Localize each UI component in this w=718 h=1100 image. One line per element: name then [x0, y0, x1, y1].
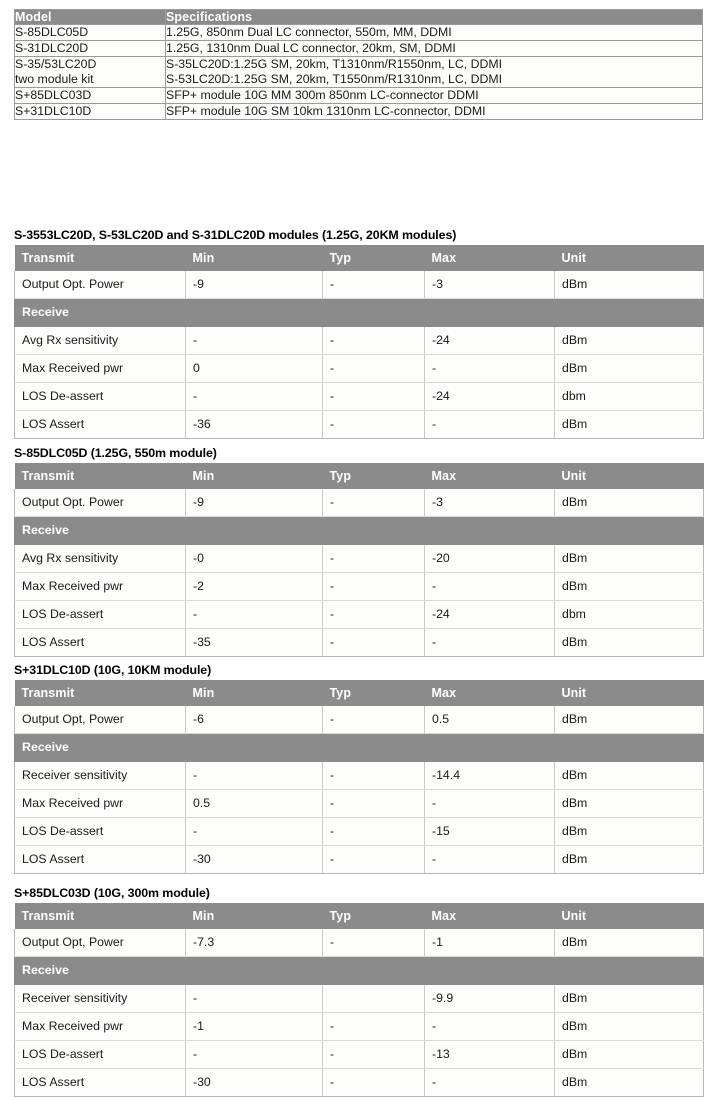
cell-param: Output Opt. Power	[15, 489, 186, 517]
model-cell-line1: S-35/53LC20D	[15, 57, 97, 71]
table-row	[15, 88, 703, 104]
spec-header-max: Max	[425, 463, 555, 489]
model-cell: S-85DLC05D	[15, 25, 166, 41]
cell-max: -	[425, 1013, 555, 1041]
cell-unit: dBm	[555, 1013, 704, 1041]
spec-header-max: Max	[425, 245, 555, 271]
spec-header-min: Min	[186, 680, 323, 706]
table-row	[15, 1013, 704, 1041]
spec-header-typ: Typ	[323, 680, 425, 706]
cell-unit: dBm	[555, 355, 704, 383]
spec-header-row	[15, 680, 704, 706]
model-cell-line2: two module kit	[15, 72, 94, 86]
cell-unit: dBm	[555, 1041, 704, 1069]
cell-min: -	[186, 818, 323, 846]
cell-max: -	[425, 355, 555, 383]
cell-unit: dBm	[555, 846, 704, 874]
spec-section-s-85dlc05d	[14, 446, 703, 657]
cell-min: -	[186, 383, 323, 411]
receive-subheader-label: Receive	[15, 517, 704, 545]
cell-min: -	[186, 1041, 323, 1069]
spec-table	[14, 245, 704, 439]
cell-min: -35	[186, 629, 323, 657]
cell-typ: -	[323, 271, 425, 299]
cell-unit: dBm	[555, 985, 704, 1013]
section-title: S-3553LC20D, S-53LC20D and S-31DLC20D modules (1.25G, 20KM modules)	[14, 228, 457, 242]
table-row	[15, 383, 704, 411]
cell-max: -1	[425, 929, 555, 957]
cell-param: LOS Assert	[15, 629, 186, 657]
receive-subheader-row	[15, 517, 704, 545]
cell-min: -0	[186, 545, 323, 573]
specification-cell: SFP+ module 10G SM 10km 1310nm LC-connector, DDMI	[166, 104, 703, 120]
cell-param: Output Opt. Power	[15, 271, 186, 299]
section-title: S+31DLC10D (10G, 10KM module)	[14, 663, 212, 677]
cell-param: LOS De-assert	[15, 1041, 186, 1069]
cell-param: Receiver sensitivity	[15, 985, 186, 1013]
spec-header-unit: Unit	[555, 903, 704, 929]
model-cell: S+31DLC10D	[15, 104, 166, 120]
table-row	[15, 573, 704, 601]
spec-header-row	[15, 903, 704, 929]
spec-header-unit: Unit	[555, 680, 704, 706]
cell-unit: dBm	[555, 1069, 704, 1097]
cell-max: -9.9	[425, 985, 555, 1013]
cell-typ: -	[323, 573, 425, 601]
cell-typ: -	[323, 545, 425, 573]
spec-table	[14, 903, 704, 1097]
receive-subheader-row	[15, 957, 704, 985]
cell-min: -2	[186, 573, 323, 601]
cell-param: Max Received pwr	[15, 355, 186, 383]
cell-max: -20	[425, 545, 555, 573]
model-table-body	[15, 25, 703, 120]
cell-min: -1	[186, 1013, 323, 1041]
spec-header-max: Max	[425, 903, 555, 929]
spec-section-s-plus-31dlc10d	[14, 663, 703, 874]
spec-table-body	[15, 706, 704, 874]
table-row	[15, 271, 704, 299]
spec-header-min: Min	[186, 245, 323, 271]
cell-max: -24	[425, 327, 555, 355]
specification-cell: 1.25G, 1310nm Dual LC connector, 20km, SM, DDMI	[166, 41, 703, 57]
model-table-header-row	[15, 10, 703, 25]
cell-max: -	[425, 1069, 555, 1097]
spec-header-typ: Typ	[323, 903, 425, 929]
cell-typ: -	[323, 383, 425, 411]
spec-header-unit: Unit	[555, 463, 704, 489]
receive-subheader-label: Receive	[15, 299, 704, 327]
specification-cell	[166, 57, 703, 88]
cell-min: -30	[186, 846, 323, 874]
cell-min: -6	[186, 706, 323, 734]
spec-header-typ: Typ	[323, 245, 425, 271]
cell-typ: -	[323, 846, 425, 874]
cell-typ: -	[323, 629, 425, 657]
cell-param: Max Received pwr	[15, 790, 186, 818]
cell-unit: dBm	[555, 271, 704, 299]
table-row	[15, 57, 703, 88]
cell-param: Avg Rx sensitivity	[15, 327, 186, 355]
spec-table-body	[15, 271, 704, 439]
cell-param: LOS Assert	[15, 411, 186, 439]
spec-header-transmit: Transmit	[15, 680, 186, 706]
table-row	[15, 985, 704, 1013]
spec-header-max: Max	[425, 680, 555, 706]
table-row	[15, 41, 703, 57]
cell-param: LOS Assert	[15, 1069, 186, 1097]
cell-min: -	[186, 762, 323, 790]
cell-param: Receiver sensitivity	[15, 762, 186, 790]
cell-unit: dbm	[555, 383, 704, 411]
receive-subheader-row	[15, 734, 704, 762]
spec-section-s-plus-85dlc03d	[14, 886, 703, 1097]
table-row	[15, 1069, 704, 1097]
section-title: S-85DLC05D (1.25G, 550m module)	[14, 446, 217, 460]
spec-header-min: Min	[186, 903, 323, 929]
table-row	[15, 489, 704, 517]
cell-unit: dBm	[555, 818, 704, 846]
cell-min: 0	[186, 355, 323, 383]
table-row	[15, 706, 704, 734]
cell-param: Max Received pwr	[15, 573, 186, 601]
cell-max: -	[425, 411, 555, 439]
cell-max: -14.4	[425, 762, 555, 790]
cell-param: LOS De-assert	[15, 601, 186, 629]
spec-table-body	[15, 929, 704, 1097]
cell-unit: dBm	[555, 411, 704, 439]
table-row	[15, 25, 703, 41]
cell-max: -3	[425, 271, 555, 299]
spec-table-body	[15, 489, 704, 657]
spec-header-transmit: Transmit	[15, 903, 186, 929]
cell-min: -36	[186, 411, 323, 439]
table-row	[15, 846, 704, 874]
model-specifications-table-container	[14, 9, 703, 120]
table-row	[15, 818, 704, 846]
cell-max: -24	[425, 601, 555, 629]
model-specifications-table	[14, 9, 703, 120]
cell-typ: -	[323, 601, 425, 629]
cell-typ: -	[323, 1013, 425, 1041]
cell-typ: -	[323, 790, 425, 818]
table-row	[15, 1041, 704, 1069]
model-table-header-specifications: Specifications	[166, 10, 703, 25]
cell-param: Output Opt, Power	[15, 929, 186, 957]
cell-min: -9	[186, 271, 323, 299]
cell-typ: -	[323, 411, 425, 439]
cell-unit: dBm	[555, 706, 704, 734]
model-table-header-model: Model	[15, 10, 166, 25]
cell-param: Output Opt, Power	[15, 706, 186, 734]
specification-cell: 1.25G, 850nm Dual LC connector, 550m, MM, DDMI	[166, 25, 703, 41]
table-row	[15, 327, 704, 355]
specification-line1: S-35LC20D:1.25G SM, 20km, T1310nm/R1550nm, LC, DDMI	[166, 57, 503, 71]
table-row	[15, 790, 704, 818]
cell-typ: -	[323, 818, 425, 846]
cell-unit: dBm	[555, 489, 704, 517]
cell-typ: -	[323, 355, 425, 383]
table-row	[15, 629, 704, 657]
table-row	[15, 601, 704, 629]
model-cell: S-31DLC20D	[15, 41, 166, 57]
cell-max: -	[425, 790, 555, 818]
cell-typ: -	[323, 1041, 425, 1069]
cell-max: 0.5	[425, 706, 555, 734]
cell-min: -9	[186, 489, 323, 517]
cell-min: -7.3	[186, 929, 323, 957]
table-row	[15, 411, 704, 439]
specification-cell: SFP+ module 10G MM 300m 850nm LC-connector DDMI	[166, 88, 703, 104]
cell-max: -13	[425, 1041, 555, 1069]
table-row	[15, 929, 704, 957]
cell-max: -3	[425, 489, 555, 517]
cell-param: LOS Assert	[15, 846, 186, 874]
spec-header-unit: Unit	[555, 245, 704, 271]
cell-unit: dBm	[555, 573, 704, 601]
cell-min: 0.5	[186, 790, 323, 818]
table-row	[15, 762, 704, 790]
cell-typ: -	[323, 762, 425, 790]
cell-param: LOS De-assert	[15, 818, 186, 846]
spec-header-row	[15, 463, 704, 489]
cell-min: -	[186, 985, 323, 1013]
spec-header-row	[15, 245, 704, 271]
receive-subheader-label: Receive	[15, 734, 704, 762]
cell-typ: -	[323, 1069, 425, 1097]
cell-param: Max Received pwr	[15, 1013, 186, 1041]
cell-param: Avg Rx sensitivity	[15, 545, 186, 573]
cell-unit: dBm	[555, 327, 704, 355]
receive-subheader-label: Receive	[15, 957, 704, 985]
spec-section-s-3553lc20d	[14, 228, 703, 439]
cell-unit: dBm	[555, 629, 704, 657]
cell-min: -	[186, 601, 323, 629]
cell-param: LOS De-assert	[15, 383, 186, 411]
cell-max: -	[425, 846, 555, 874]
table-row	[15, 545, 704, 573]
spec-header-min: Min	[186, 463, 323, 489]
cell-unit: dBm	[555, 545, 704, 573]
spec-header-typ: Typ	[323, 463, 425, 489]
table-row	[15, 104, 703, 120]
cell-max: -24	[425, 383, 555, 411]
table-row	[15, 355, 704, 383]
cell-typ: -	[323, 929, 425, 957]
model-cell: S+85DLC03D	[15, 88, 166, 104]
model-cell	[15, 57, 166, 88]
receive-subheader-row	[15, 299, 704, 327]
cell-unit: dbm	[555, 601, 704, 629]
spec-header-transmit: Transmit	[15, 245, 186, 271]
cell-unit: dBm	[555, 790, 704, 818]
cell-max: -15	[425, 818, 555, 846]
cell-min: -30	[186, 1069, 323, 1097]
cell-typ: -	[323, 706, 425, 734]
cell-min: -	[186, 327, 323, 355]
cell-typ	[323, 985, 425, 1013]
cell-typ: -	[323, 327, 425, 355]
cell-unit: dBm	[555, 762, 704, 790]
cell-max: -	[425, 629, 555, 657]
specification-line2: S-53LC20D:1.25G SM, 20km, T1550nm/R1310nm, LC, DDMI	[166, 72, 503, 86]
cell-max: -	[425, 573, 555, 601]
spec-table	[14, 463, 704, 657]
section-title: S+85DLC03D (10G, 300m module)	[14, 886, 210, 900]
cell-unit: dBm	[555, 929, 704, 957]
cell-typ: -	[323, 489, 425, 517]
spec-table	[14, 680, 704, 874]
spec-header-transmit: Transmit	[15, 463, 186, 489]
